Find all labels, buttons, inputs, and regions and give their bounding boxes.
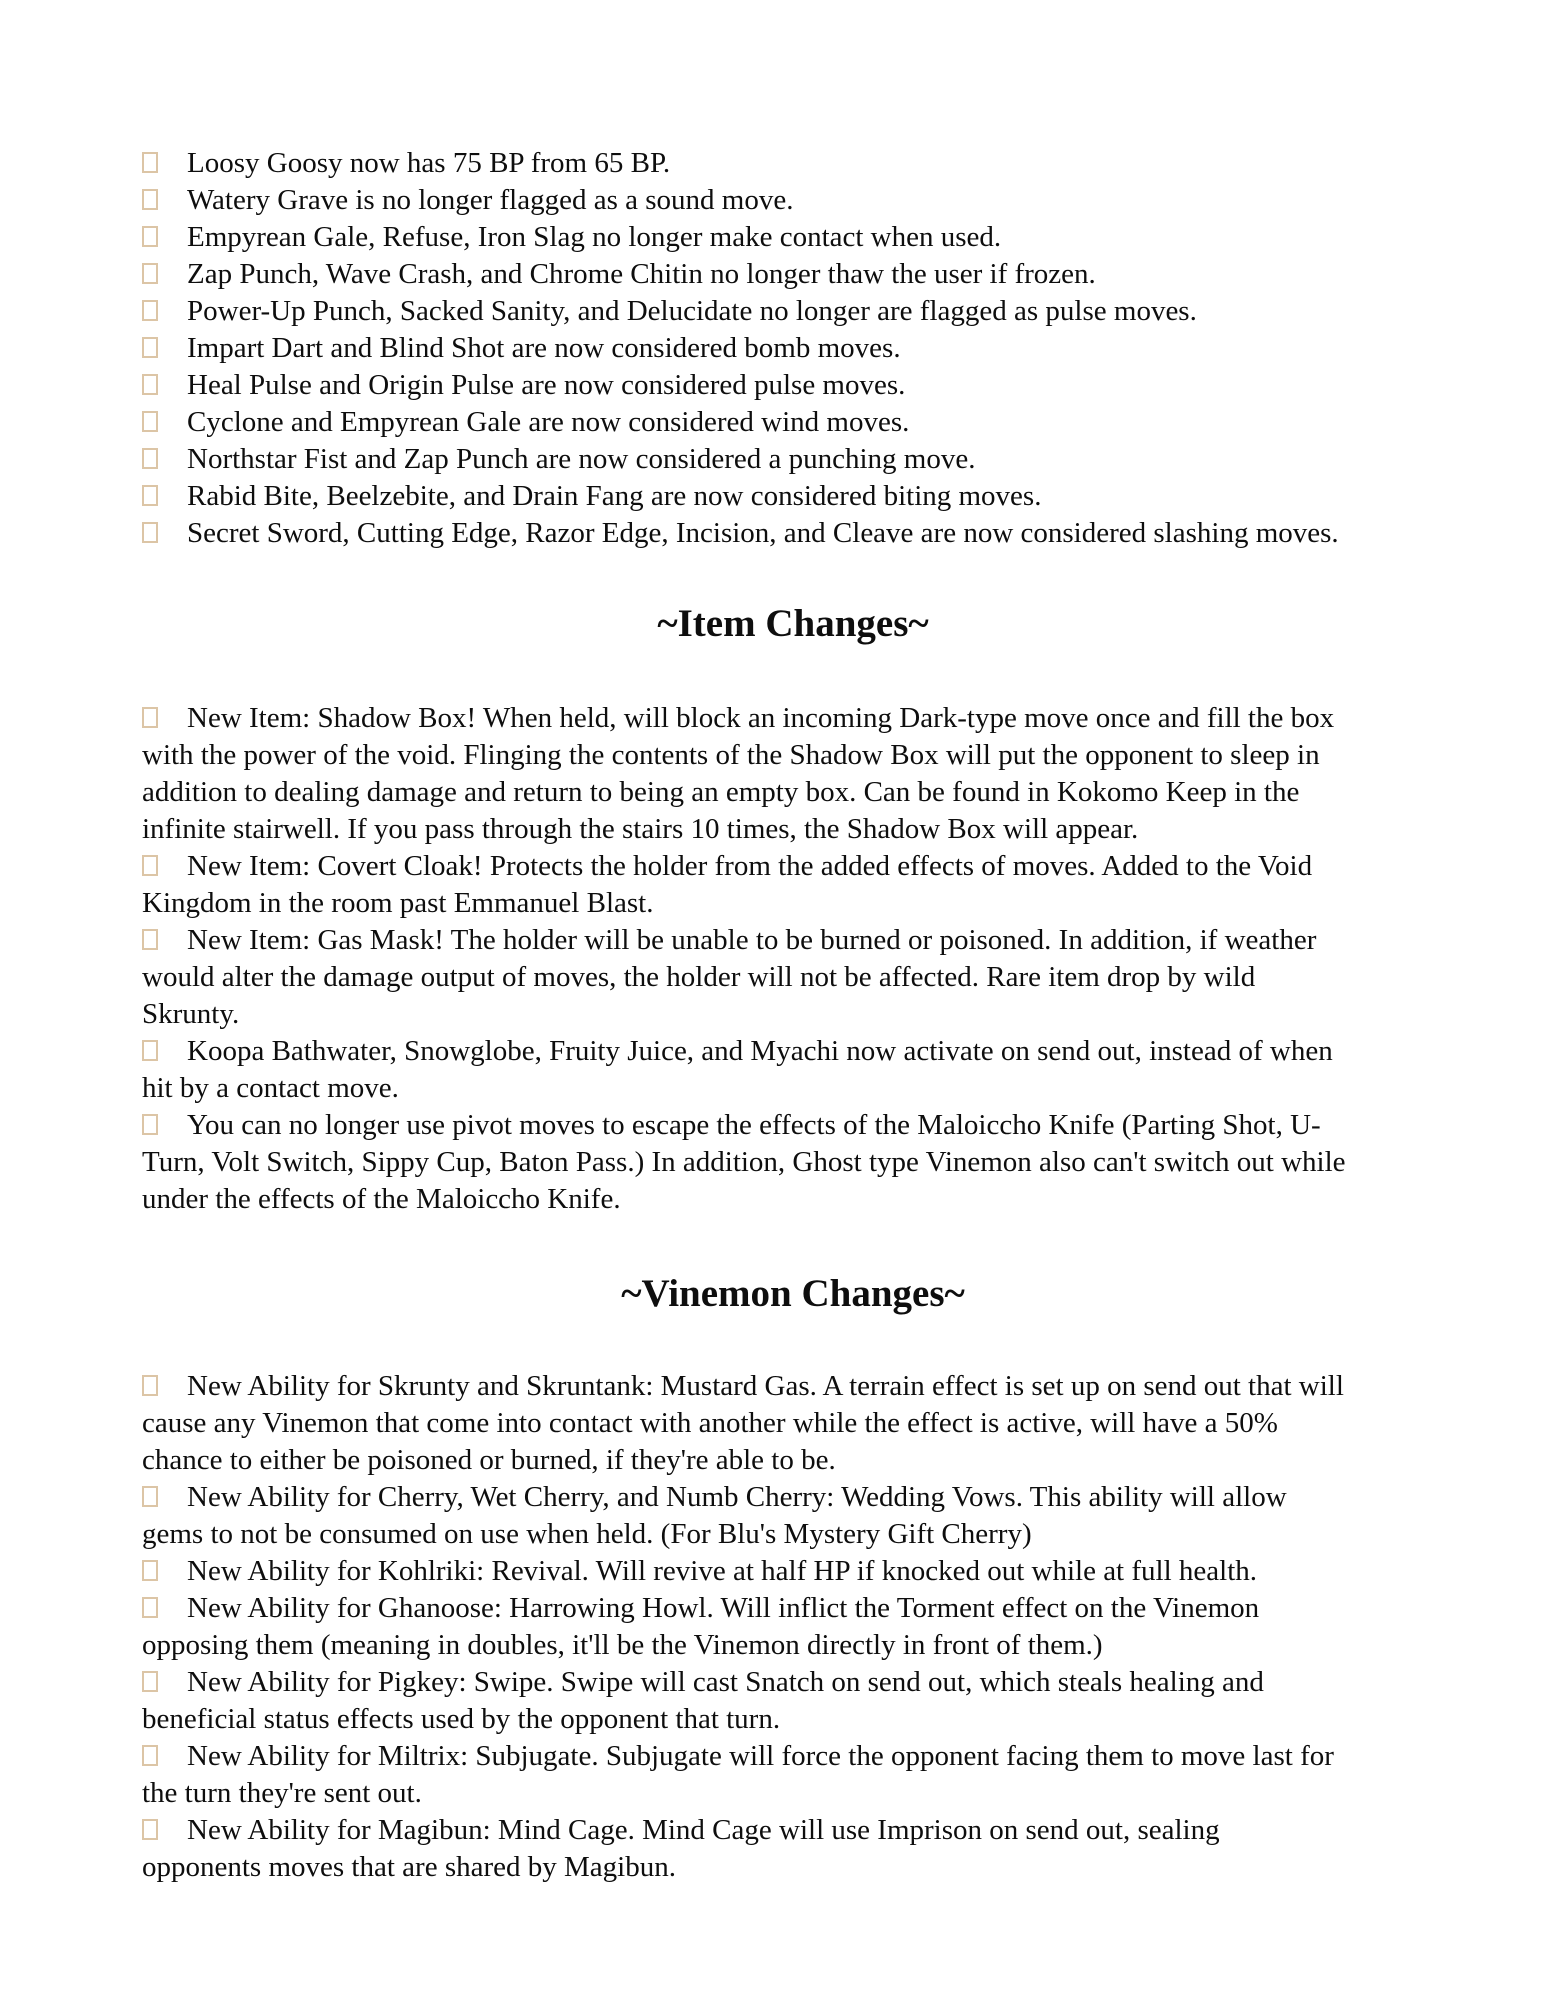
line-text: New Item: Covert Cloak! Protects the holder from the added effects of moves. Added to the Void bbox=[187, 850, 1313, 882]
line-text: New Ability for Kohlriki: Revival. Will revive at half HP if knocked out while at full health. bbox=[187, 1555, 1257, 1587]
paragraph-line bbox=[142, 700, 1444, 737]
line-text: chance to either be poisoned or burned, if they're able to be. bbox=[142, 1444, 836, 1476]
line-text: Northstar Fist and Zap Punch are now considered a punching move. bbox=[187, 443, 976, 475]
bullet-box-icon bbox=[142, 1040, 158, 1061]
item-changes-heading: ~Item Changes~ bbox=[657, 602, 929, 645]
paragraph-line bbox=[142, 404, 1444, 441]
paragraph-line bbox=[142, 959, 1444, 996]
paragraph-line bbox=[142, 367, 1444, 404]
bullet-box-icon bbox=[142, 1486, 158, 1507]
line-text: Heal Pulse and Origin Pulse are now considered pulse moves. bbox=[187, 369, 906, 401]
bullet-box-icon bbox=[142, 448, 158, 469]
bullet-box-icon bbox=[142, 485, 158, 506]
line-text: with the power of the void. Flinging the contents of the Shadow Box will put the opponent to sleep in bbox=[142, 739, 1320, 771]
bullet-box-icon bbox=[142, 929, 158, 950]
line-text: cause any Vinemon that come into contact with another while the effect is active, will have a 50% bbox=[142, 1407, 1278, 1439]
bullet-box-icon bbox=[142, 411, 158, 432]
line-text: New Ability for Pigkey: Swipe. Swipe will cast Snatch on send out, which steals healing and bbox=[187, 1666, 1264, 1698]
paragraph-line bbox=[142, 330, 1444, 367]
paragraph-line bbox=[142, 1479, 1444, 1516]
paragraph-line bbox=[142, 1590, 1444, 1627]
line-text: Secret Sword, Cutting Edge, Razor Edge, Incision, and Cleave are now considered slashing moves. bbox=[187, 517, 1339, 549]
vinemon-changes-list bbox=[142, 1368, 1444, 1886]
line-text: New Ability for Skrunty and Skruntank: Mustard Gas. A terrain effect is set up on send out that will bbox=[187, 1370, 1344, 1402]
bullet-box-icon bbox=[142, 1114, 158, 1135]
line-text: Koopa Bathwater, Snowglobe, Fruity Juice, and Myachi now activate on send out, instead of when bbox=[187, 1035, 1333, 1067]
paragraph-line bbox=[142, 145, 1444, 182]
move-changes-list bbox=[142, 145, 1444, 552]
paragraph-line bbox=[142, 1664, 1444, 1701]
paragraph-line bbox=[142, 1516, 1444, 1553]
line-text: Loosy Goosy now has 75 BP from 65 BP. bbox=[187, 147, 671, 179]
paragraph-line bbox=[142, 1775, 1444, 1812]
line-text: New Ability for Ghanoose: Harrowing Howl. Will inflict the Torment effect on the Vinemon bbox=[187, 1592, 1260, 1624]
line-text: opposing them (meaning in doubles, it'll be the Vinemon directly in front of them.) bbox=[142, 1629, 1103, 1661]
paragraph-line bbox=[142, 1553, 1444, 1590]
line-text: Rabid Bite, Beelzebite, and Drain Fang are now considered biting moves. bbox=[187, 480, 1042, 512]
line-text: You can no longer use pivot moves to escape the effects of the Maloiccho Knife (Parting Shot, U- bbox=[187, 1109, 1321, 1141]
line-text: opponents moves that are shared by Magibun. bbox=[142, 1851, 676, 1883]
line-text: hit by a contact move. bbox=[142, 1072, 399, 1104]
paragraph-line bbox=[142, 441, 1444, 478]
line-text: New Ability for Magibun: Mind Cage. Mind Cage will use Imprison on send out, sealing bbox=[187, 1814, 1220, 1846]
line-text: addition to dealing damage and return to being an empty box. Can be found in Kokomo Keep in the bbox=[142, 776, 1300, 808]
paragraph-line bbox=[142, 1442, 1444, 1479]
bullet-box-icon bbox=[142, 1597, 158, 1618]
bullet-box-icon bbox=[142, 1671, 158, 1692]
bullet-box-icon bbox=[142, 374, 158, 395]
paragraph-line bbox=[142, 848, 1444, 885]
document-content bbox=[142, 145, 1444, 1886]
paragraph-line bbox=[142, 996, 1444, 1033]
line-text: New Ability for Cherry, Wet Cherry, and Numb Cherry: Wedding Vows. This ability will allow bbox=[187, 1481, 1287, 1513]
bullet-box-icon bbox=[142, 1560, 158, 1581]
item-changes-list bbox=[142, 700, 1444, 1218]
line-text: gems to not be consumed on use when held. (For Blu's Mystery Gift Cherry) bbox=[142, 1518, 1032, 1550]
bullet-box-icon bbox=[142, 855, 158, 876]
paragraph-line bbox=[142, 1107, 1444, 1144]
paragraph-line bbox=[142, 1368, 1444, 1405]
vinemon-changes-heading: ~Vinemon Changes~ bbox=[621, 1272, 965, 1315]
bullet-box-icon bbox=[142, 1819, 158, 1840]
paragraph-line bbox=[142, 1144, 1444, 1181]
line-text: Watery Grave is no longer flagged as a sound move. bbox=[187, 184, 794, 216]
bullet-box-icon bbox=[142, 189, 158, 210]
line-text: under the effects of the Maloiccho Knife. bbox=[142, 1183, 621, 1215]
paragraph-line bbox=[142, 515, 1444, 552]
line-text: New Ability for Miltrix: Subjugate. Subjugate will force the opponent facing them to move last for bbox=[187, 1740, 1334, 1772]
paragraph-line bbox=[142, 256, 1444, 293]
paragraph-line bbox=[142, 1701, 1444, 1738]
line-text: Cyclone and Empyrean Gale are now considered wind moves. bbox=[187, 406, 910, 438]
bullet-box-icon bbox=[142, 1375, 158, 1396]
bullet-box-icon bbox=[142, 522, 158, 543]
paragraph-line bbox=[142, 1627, 1444, 1664]
paragraph-line bbox=[142, 885, 1444, 922]
line-text: New Item: Shadow Box! When held, will block an incoming Dark-type move once and fill the box bbox=[187, 702, 1335, 734]
paragraph-line bbox=[142, 1181, 1444, 1218]
bullet-box-icon bbox=[142, 263, 158, 284]
line-text: Empyrean Gale, Refuse, Iron Slag no longer make contact when used. bbox=[187, 221, 1002, 253]
paragraph-line bbox=[142, 478, 1444, 515]
paragraph-line bbox=[142, 811, 1444, 848]
bullet-box-icon bbox=[142, 152, 158, 173]
line-text: Kingdom in the room past Emmanuel Blast. bbox=[142, 887, 654, 919]
bullet-box-icon bbox=[142, 226, 158, 247]
bullet-box-icon bbox=[142, 300, 158, 321]
paragraph-line bbox=[142, 1738, 1444, 1775]
paragraph-line bbox=[142, 737, 1444, 774]
paragraph-line bbox=[142, 1405, 1444, 1442]
paragraph-line bbox=[142, 1033, 1444, 1070]
line-text: Zap Punch, Wave Crash, and Chrome Chitin no longer thaw the user if frozen. bbox=[187, 258, 1096, 290]
bullet-box-icon bbox=[142, 707, 158, 728]
bullet-box-icon bbox=[142, 1745, 158, 1766]
line-text: New Item: Gas Mask! The holder will be unable to be burned or poisoned. In addition, if weather bbox=[187, 924, 1317, 956]
paragraph-line bbox=[142, 219, 1444, 256]
line-text: the turn they're sent out. bbox=[142, 1777, 422, 1809]
line-text: Skrunty. bbox=[142, 998, 240, 1030]
line-text: Turn, Volt Switch, Sippy Cup, Baton Pass.) In addition, Ghost type Vinemon also can't switch out while bbox=[142, 1146, 1346, 1178]
line-text: Impart Dart and Blind Shot are now considered bomb moves. bbox=[187, 332, 901, 364]
paragraph-line bbox=[142, 1849, 1444, 1886]
paragraph-line bbox=[142, 922, 1444, 959]
line-text: would alter the damage output of moves, the holder will not be affected. Rare item drop by wild bbox=[142, 961, 1256, 993]
line-text: infinite stairwell. If you pass through the stairs 10 times, the Shadow Box will appear. bbox=[142, 813, 1139, 845]
line-text: beneficial status effects used by the opponent that turn. bbox=[142, 1703, 781, 1735]
line-text: Power-Up Punch, Sacked Sanity, and Delucidate no longer are flagged as pulse moves. bbox=[187, 295, 1197, 327]
paragraph-line bbox=[142, 293, 1444, 330]
paragraph-line bbox=[142, 1812, 1444, 1849]
paragraph-line bbox=[142, 1070, 1444, 1107]
bullet-box-icon bbox=[142, 337, 158, 358]
paragraph-line bbox=[142, 182, 1444, 219]
paragraph-line bbox=[142, 774, 1444, 811]
